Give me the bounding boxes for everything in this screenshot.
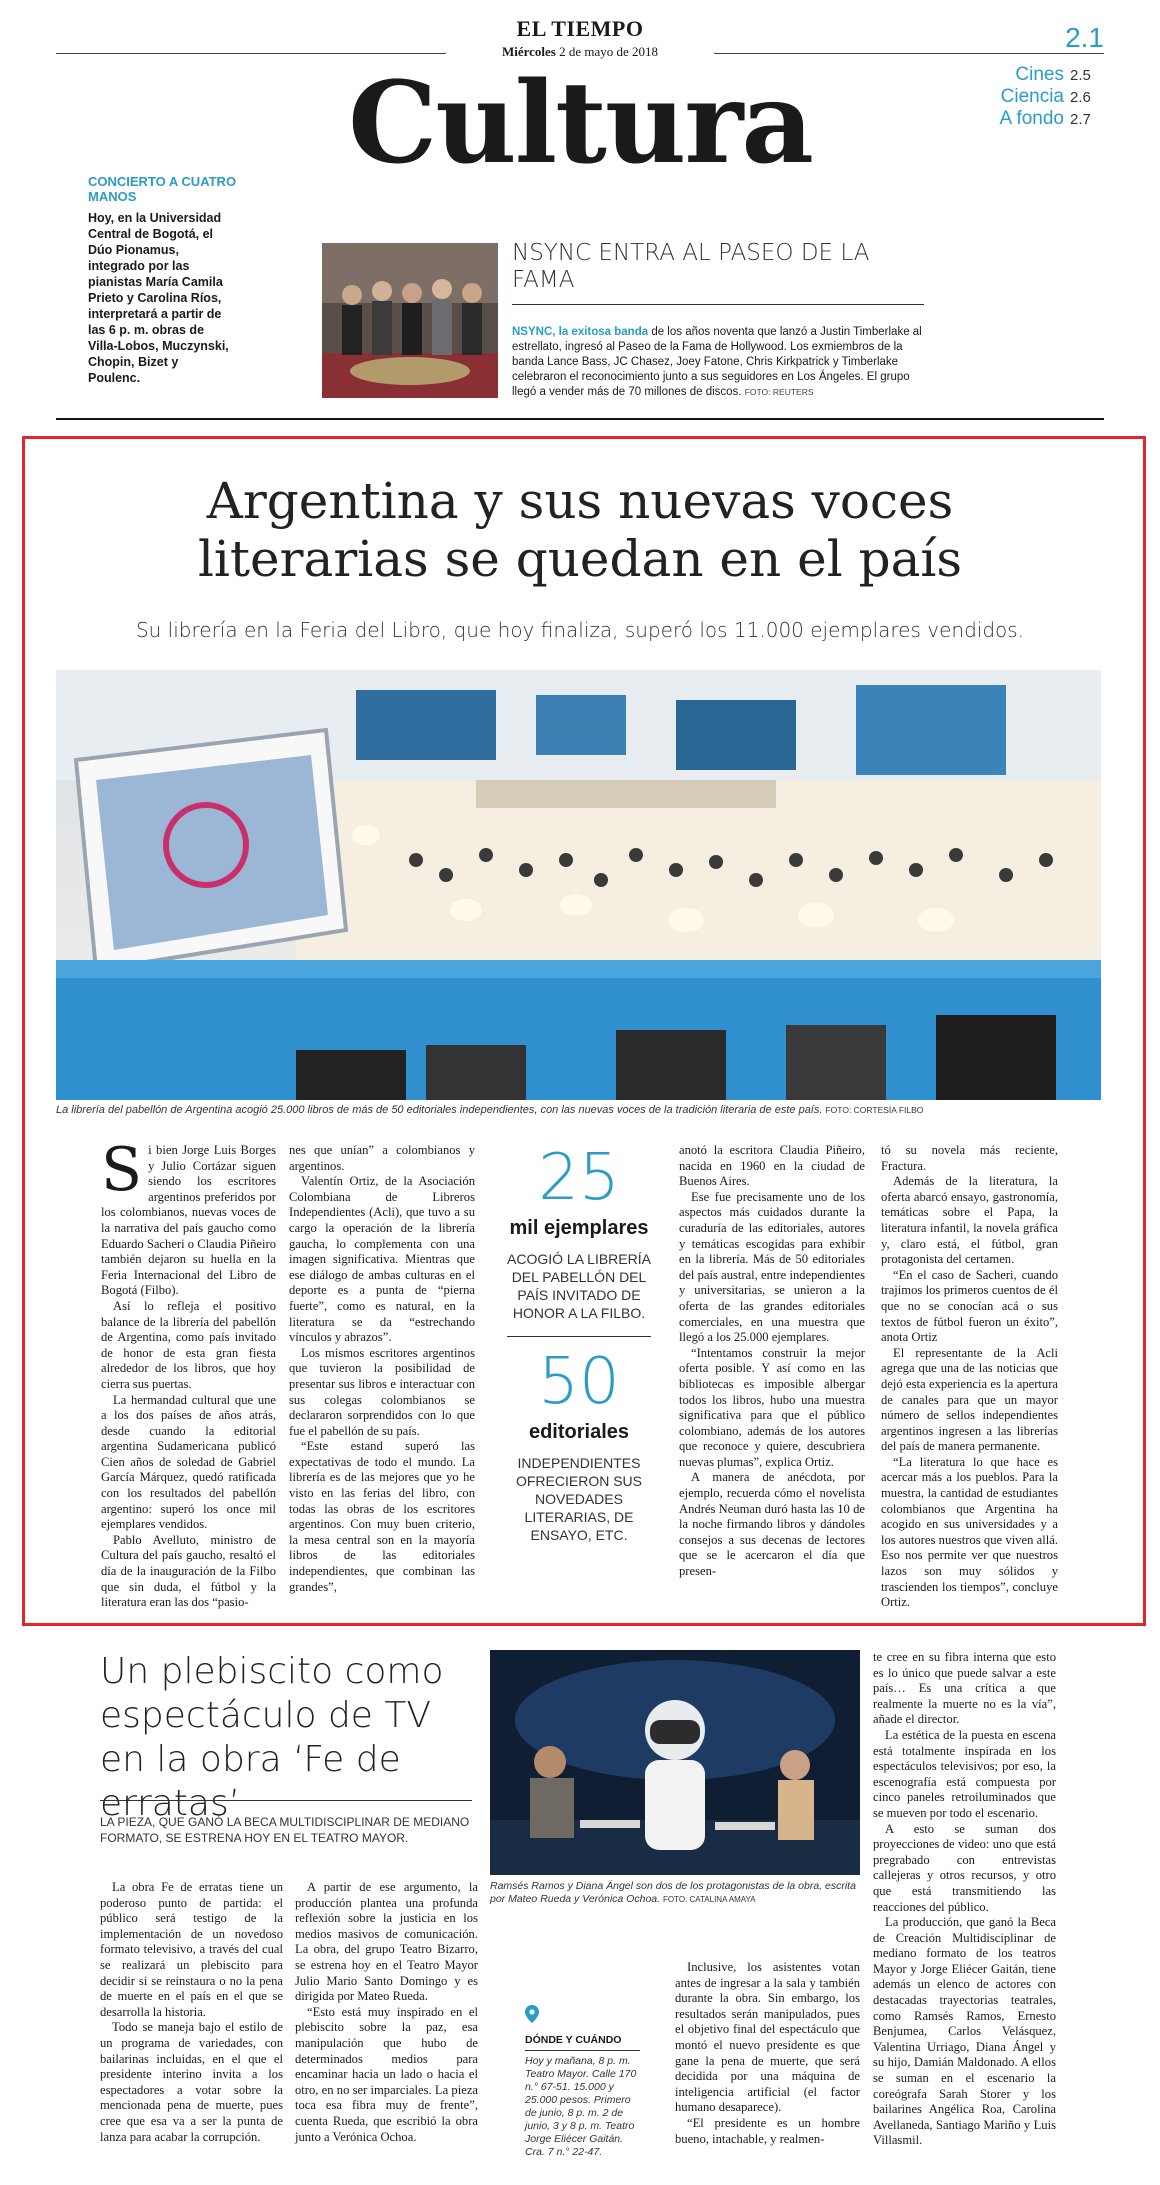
page-number: 2.1 (1065, 22, 1104, 53)
stat-number-publishers: 50 (538, 1345, 620, 1419)
plebiscito-paragraph: “Esto está muy inspirado en el plebiscito sobre la paz, esa manipulación que hubo de determinados medios para encaminar hacia un lado o hacia el otro, en no ser imparciales. La pieza toca esa fibra muy de frente”, cuenta Rueda, que escribió la obra junto a Verónica Ochoa. (295, 2004, 478, 2144)
theater-photo (490, 1650, 860, 1875)
plebiscito-paragraph: Inclusive, los asistentes votan antes de ingresar a la sala y también durante la obra. Sin embargo, los resultados serán manipulados, pues el objetivo final del espectáculo que montó el nuevo presidente es que gane la pena de muerte, que será decidida por una máquina de inteligencia artificial (el factor humano desaparece). (675, 1960, 860, 2115)
feature-paragraph: Además de la literatura, la oferta abarcó ensayo, gastronomía, temáticas sobre el Papa, la literatura infantil, la novela gráfica y, claro está, el fútbol, gran protagonista del certamen. (881, 1174, 1058, 1267)
plebiscito-paragraph: A partir de ese argumento, la producción plantea una profunda reflexión sobre la justicia en los medios masivos de comunicación. La obra, del grupo Teatro Bizarro, se estrena hoy en el Teatro Mayor Julio Mario Santo Domingo y es dirigida por Mateo Rueda. (295, 1880, 478, 2004)
plebiscito-headline: Un plebiscito como espectáculo de TV en la obra ‘Fe de erratas’ (100, 1651, 444, 1824)
concert-kicker: CONCIERTO A CUATRO MANOS (88, 174, 237, 204)
feature-photo-credit: FOTO: CORTESÍA FILBO (825, 1105, 924, 1115)
feature-paragraph: Ese fue precisamente uno de los aspectos más cuidados durante la curaduría de las editoriales, autores y temáticas escogidas para exhibir en la librería. Más de 50 editoriales del país austral, entre independientes y universitarias, se unieron a la oferta de las grandes editoriales comerciales, en una muestra que llegó a los 25.000 ejemplares. (679, 1189, 865, 1345)
feature-photo-caption: La librería del pabellón de Argentina acogió 25.000 libros de más de 50 editoriales independientes, con las nuevas voces de la tradición literaria de este país. FOTO: CORTESÍA FILBO (56, 1104, 924, 1116)
section-index (1000, 64, 1096, 130)
stat-desc-books: ACOGIÓ LA LIBRERÍA DEL PABELLÓN DEL PAÍS INVITADO DE HONOR A LA FILBO. (507, 1251, 651, 1321)
plebiscito-column-2 (295, 1880, 478, 2145)
feature-column-2 (289, 1143, 475, 1595)
feature-paragraph: Pablo Avelluto, ministro de Cultura del país gaucho, resaltó el día de la inauguración de la Filbo que sin duda, el fútbol y la literatura eran las dos “pasio- (101, 1532, 276, 1610)
plebiscito-paragraph: A esto se suman dos proyecciones de video: uno que está pregrabado con entrevistas callejeras y otros recursos, y otro que está transmitiendo las reacciones del público. (873, 1821, 1056, 1914)
feature-headline: Argentina y sus nuevas voces literarias se quedan en el país (197, 472, 963, 588)
drop-cap: S (101, 1135, 143, 1205)
stats-sidebar (499, 1143, 659, 1544)
masthead-rule-left (56, 53, 446, 54)
nsync-credit: FOTO: REUTERS (744, 387, 814, 397)
nsync-text: de los años noventa que lanzó a Justin Timberlake al estrellato, ingresó al Paseo de la Fama de Hollywood. Los exmiembros de la banda Lance Bass, JC Chasez, Joey Fatone, Chris Kirkpatrick y Timberlake celebraron el reconocimiento junto a sus seguidores en Los Ángeles. El grupo llegó a vender más de 70 millones de discos. (512, 326, 922, 398)
concert-body: Hoy, en la Universidad Central de Bogotá, el Dúo Pionamus, integrado por las pianistas María Camila Prieto y Carolina Ríos, interpretará a partir de las 6 p. m. obras de Villa-Lobos, Muczynski, Chopin, Bizet y Poulenc. (88, 211, 229, 385)
feature-paragraph: anotó la escritora Claudia Piñeiro, nacida en 1960 en la ciudad de Buenos Aires. (679, 1143, 865, 1189)
stat-unit-publishers: editoriales (528, 1421, 630, 1443)
stat-unit-books: mil ejemplares (509, 1217, 649, 1239)
masthead-rule-right (714, 53, 1104, 54)
plebiscito-dek: LA PIEZA, QUE GANÓ LA BECA MULTIDISCIPLINAR DE MEDIANO FORMATO, SE ESTRENA HOY EN EL TEATRO MAYOR. (100, 1815, 470, 1845)
feature-paragraph: Si bien Jorge Luis Borges y Julio Cortázar siguen siendo los escritores argentinos preferidos por los colombianos, nuevas voces de la narrativa del país gaucho como Eduardo Sacheri o Claudia Piñeiro también dejaron su huella en la Feria Internacional del Libro de Bogotá (Filbo). (101, 1135, 276, 1298)
stat-number-books: 25 (538, 1141, 620, 1215)
index-item-a-fondo[interactable]: A fondo 2.7 (999, 108, 1091, 129)
nsync-photo (322, 243, 498, 398)
feature-paragraph: Valentín Ortiz, de la Asociación Colombiana de Libreros Independientes (Acli), que tuvo a su cargo la operación de la librería gaucha, lo complementa con una imagen significativa. Mientras que ese diálogo de ambas culturas en el deporte es a punta de “pierna fuerte”, como es natural, en la literatura se da “estrechando vínculos y abrazos”. (289, 1174, 475, 1345)
feature-paragraph: Así lo refleja el positivo balance de la librería del pabellón de Argentina, como país invitado de honor de esta gran fiesta alrededor de los libros, que hoy cierra sus puertas. (101, 1298, 276, 1391)
where-when-title: DÓNDE Y CUÁNDO (525, 2032, 640, 2051)
nsync-body (512, 325, 927, 400)
plebiscito-paragraph: “El presidente es un hombre bueno, intachable, y realmen- (675, 2115, 860, 2146)
section-title: Cultura (348, 58, 812, 189)
where-when-box (525, 2005, 640, 2159)
feature-column-1 (101, 1135, 276, 1611)
nsync-title-rule (512, 304, 924, 305)
plebiscito-paragraph: Todo se maneja bajo el estilo de un programa de variedades, con bailarinas incluidas, en el que el presidente interino invita a los espectadores a votar sobre la mencionada pena de muerte, pues cree que esa va a ser la punta de lanza para acabar la corrupción. (100, 2020, 283, 2144)
feature-paragraph: Los mismos escritores argentinos que tuvieron la posibilidad de presentar sus libros e interactuar con sus colegas colombianos se declararon sorprendidos con lo que fue el pabellón de su país. (289, 1345, 475, 1438)
feature-paragraph: nes que unían” a colombianos y argentinos. (289, 1143, 475, 1173)
feature-paragraph: La hermandad cultural que une a los dos países de años atrás, desde cuando la editorial argentina Sudamericana publicó Cien años de soledad de Gabriel García Márquez, quedó ratificada con los resultados del pabellón argentino: superó los once mil ejemplares vendidos. (101, 1392, 276, 1532)
plebiscito-paragraph: te cree en su fibra interna que esto es lo único que puede salvar a este país… Es una crítica a que realmente la muerte no es la vía”, añade el director. (873, 1650, 1056, 1727)
stat-divider (507, 1336, 651, 1337)
nsync-lead: NSYNC, la exitosa banda (512, 326, 649, 338)
feature-column-3 (679, 1143, 865, 1580)
book-fair-photo (56, 670, 1101, 1100)
index-item-ciencia[interactable]: Ciencia 2.6 (1000, 86, 1091, 107)
feature-paragraph: tó su novela más reciente, Fractura. (881, 1143, 1058, 1173)
feature-column-4 (881, 1143, 1058, 1611)
index-item-cines[interactable]: Cines 2.5 (1015, 64, 1091, 85)
plebiscito-paragraph: La estética de la puesta en escena está totalmente inspirada en los espectáculos televisivos; por eso, la escenografía está compuesta por cinco paneles retroiluminados que se mueven por todo el escenario. (873, 1727, 1056, 1820)
plebiscito-rule (100, 1800, 472, 1801)
feature-paragraph: “Intentamos construir la mejor oferta posible. Y así como en las bibliotecas es imposible albergar todos los libros, hubo una muestra significativa para que el público colombiano, además de los autores que reconoce y quiere, descubriera nuevas plumas”, explica Ortiz. (679, 1345, 865, 1469)
theater-photo-caption: Ramsés Ramos y Diana Ángel son dos de los protagonistas de la obra, escrita por Mateo Rueda y Verónica Ochoa. FOTO: CATALINA AMAYA (490, 1880, 856, 1905)
feature-paragraph: “La literatura lo que hace es acercar más a los pueblos. Para la muestra, la cantidad de estudiantes colombianos que Argentina ha acogido en sus universidades y a los autores nuestros que viven allá. Eso nos permite ver que nuestros lazos son muy sólidos y trascienden los tiempos”, concluye Ortiz. (881, 1454, 1058, 1610)
feature-paragraph: A manera de anécdota, por ejemplo, recuerda cómo el novelista Andrés Neuman duró hasta las 10 de la noche firmando libros y dándoles consejos a sus decenas de lectores que se le acercaron el día que presen- (679, 1470, 865, 1579)
feature-paragraph: “Este estand superó las expectativas de todo el mundo. La librería es de las mejores que yo he visto en las ferias del libro, con todas las obras de los escritores argentinos. Con muy buen criterio, la mesa central son en la mayoría libros de las editoriales independientes, que combinan las grandes”, (289, 1439, 475, 1594)
feature-paragraph: “En el caso de Sacheri, cuando trajimos los primeros cuentos de él que no se conocían acá o sus textos de fútbol fueron un éxito”, anota Ortiz (881, 1267, 1058, 1345)
dateline-date: 2 de mayo de 2018 (559, 44, 659, 59)
stat-desc-publishers: INDEPENDIENTES OFRECIERON SUS NOVEDADES LITERARIAS, DE ENSAYO, ETC. (515, 1455, 642, 1543)
plebiscito-column-3 (675, 1960, 860, 2147)
theater-photo-credit: FOTO: CATALINA AMAYA (662, 1895, 756, 1904)
feature-paragraph: El representante de la Acli agrega que una de las noticias que dejó esta experiencia es la apertura de canales para que un mayor número de sellos independientes argentinos ingresen a las librerías del país de manera permanente. (881, 1345, 1058, 1454)
plebiscito-column-4 (873, 1650, 1056, 2149)
plebiscito-paragraph: La obra Fe de erratas tiene un poderoso punto de partida: el público será testigo de la implementación de un novedoso formato televisivo, a través del cual se realizará un plebiscito para decidir si se reinstaura o no la pena de muerte en el país en el que se desarrolla la historia. (100, 1880, 283, 2019)
newspaper-brand: EL TIEMPO (516, 16, 644, 41)
where-when-body: Hoy y mañana, 8 p. m. Teatro Mayor. Calle 170 n.° 67-51. 15.000 y 25.000 pesos. Primero de junio, 8 p. m. 2 de junio, 3 y 8 p. m. Teatro Jorge Eliécer Gaitán. Cra. 7 n.° 22-47. (525, 2055, 637, 2158)
feature-dek: Su librería en la Feria del Libro, que hoy finaliza, superó los 11.000 ejemplares vendidos. (135, 618, 1025, 642)
plebiscito-paragraph: La producción, que ganó la Beca de Creación Multidisciplinar de mediano formato de los teatros Mayor y Jorge Eliécer Gaitán, tiene además un elenco de actores con destacadas trayectorias teatrales, como Ramsés Ramos, Ernesto Benjumea, Carlos Velásquez, Valentina Urriago, Diana Ángel y su hijo, Damián Maldonado. A ellos se suman en el escenario la coreógrafa Sarah Storer y los bailarines Angélica Roa, Carolina Avellaneda, Santiago Mariño y Luis Villasmil. (873, 1915, 1056, 2148)
top-section-rule (56, 418, 1104, 420)
nsync-title: NSYNC ENTRA AL PASEO DE LA FAMA (512, 240, 870, 293)
dateline-day: Miércoles (501, 44, 556, 59)
plebiscito-column-1 (100, 1880, 283, 2145)
location-pin-icon (525, 2010, 539, 2027)
